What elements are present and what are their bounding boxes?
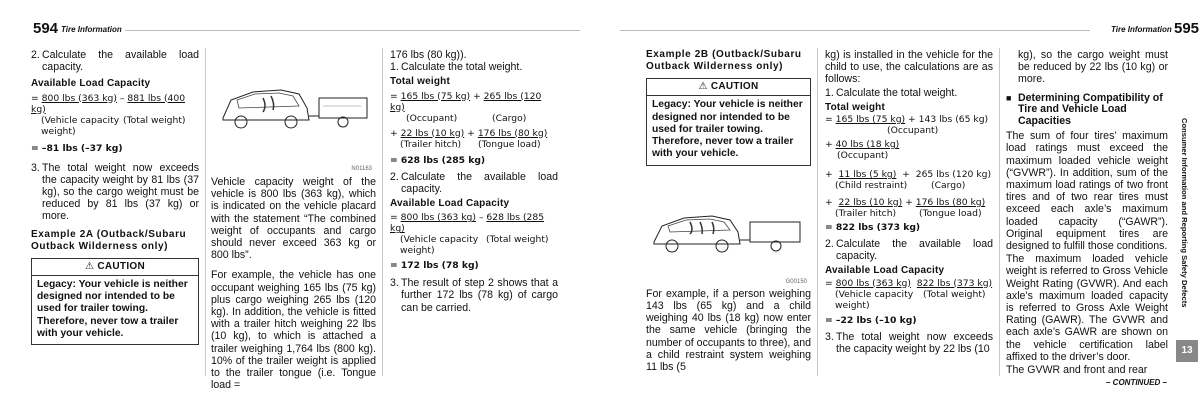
warning-triangle-icon: ⚠ [84,260,95,272]
available-load-label: Available Load Capacity [825,265,945,277]
equation-1: = 800 lbs (363 kg) – 881 lbs (400 kg) [31,92,186,115]
step-3: 3. The result of step 2 shows that a further 172 lbs (78 kg) of cargo can be carried. [390,277,558,314]
chapter-sidebar-title: Consumer Information and Reporting Safety Defects [1180,118,1189,308]
caution-text: Legacy: Your vehicle is neither designed nor intended to be used for trailer towing. Therefore, never tow a trailer with your vehicle. [37,278,188,340]
equation-1-result: = –81 lbs (–37 kg) [31,142,123,154]
avail-eq-subs: (Vehicle capacity weight) (Total weight) [400,234,549,257]
total-weight-label: Total weight [390,76,450,88]
avail-eq-result: = –22 lbs (–10 kg) [825,314,917,326]
caution-text: Legacy: Your vehicle is neither designed nor intended to be used for trailer towing. Therefore, never tow a trailer with your vehicle. [652,99,803,160]
total-weight-label: Total weight [825,101,885,113]
figure-id: N01163 [351,166,372,172]
intro-text: kg) is installed in the vehicle for the child to use, the calculations are as follows: [825,49,993,86]
left-column-2 [211,48,376,397]
total-eq-result: = 628 lbs (285 kg) [390,154,486,166]
paragraph-2: For example, the vehicle has one occupant weighing 165 lbs (75 kg) plus cargo weighing 265 lbs (120 kg). In addition, the vehicle is fitted with a trailer hitch weighing 22 lbs (10 kg), to which is attached a trailer weighing 1,764 lbs (800 kg). 10% of the trailer weight is applied to the trailer tongue (i.e. Tongue load = [211,269,376,392]
total-result: = 822 lbs (373 kg) [825,222,921,234]
warning-triangle-icon: ⚠ [698,81,708,92]
avail-eq-subs: (Vehicle capacity weight) (Total weight) [835,288,986,311]
paragraph-1: The sum of four tires’ maximum load ratings must exceed the maximum loaded vehicle weight (“GVWR”). In addition, sum of the maximum load ratings of two front tires and of two rear tires must exceed each axle’s maximum loaded capacity (“GAWR”). Original equipment tires are designed to fulfill those conditions. [1006,130,1168,252]
available-load-label: Available Load Capacity [31,78,151,90]
total-row-2: + 40 lbs (18 kg) [825,139,900,151]
total-eq-row-2-subs: (Trailer hitch) (Tongue load) [400,138,541,150]
figure-id: G00150 [785,278,807,285]
avail-eq-result: = 172 lbs (78 kg) [390,260,479,272]
step-2: 2. Calculate the available load capacity. [825,238,993,263]
step-1: 1. Calculate the total weight. [825,86,958,99]
left-section-title: Tire Information [61,25,122,34]
step-3: 3. The total weight now exceeds the capacity weight by 81 lbs (37 kg), so the cargo weight must be reduced by 81 lbs (37 kg) or more. [31,161,199,223]
total-row-3: + 11 lbs (5 kg) + 265 lbs (120 kg) [825,169,992,181]
caution-header: ⚠ CAUTION [32,259,198,276]
paragraph: For example, if a person weighing 143 lbs (65 kg) and a child weighing 40 lbs (18 kg) now enter the same vehicle (bringing the number of occupants to three), and a child restraint system weighing 11 lbs (5 [646,287,811,373]
right-column-2 [825,49,993,355]
continued-marker: – CONTINUED – [1106,378,1167,387]
chapter-tab: 13 [1176,340,1198,362]
column-divider [382,48,383,376]
column-divider [999,48,1000,376]
avail-eq: = 800 lbs (363 kg) 822 lbs (373 kg) [825,277,993,289]
right-column-3 [1006,49,1168,382]
caution-box-left [31,258,199,346]
car-with-trailer-illustration [646,166,811,288]
caution-box-right [646,78,811,166]
total-eq-row-1-subs: (Occupant) (Cargo) [406,112,527,124]
right-section-title: Tire Information [1111,25,1172,34]
avail-eq: = 800 lbs (363 kg) – 628 lbs (285 kg) [390,212,545,235]
paragraph-2: The maximum loaded vehicle weight is referred to Gross Vehicle Weight Rating (GVWR). And each axle’s maximum loaded capacity is referred to Gross Axle Weight Rating (GAWR). The GVWR and each axle’s GAWR are shown on the vehicle certification label affixed to the driver’s door. [1006,253,1168,363]
total-row-2-sub: (Occupant) [837,150,889,162]
equation-1-subs: (Vehicle capacity weight) (Total weight) [41,114,186,137]
square-bullet-icon: ■ [1006,92,1012,103]
caution-header: ⚠ CAUTION [647,79,810,96]
total-row-1: = 165 lbs (75 kg) + 143 lbs (65 kg) [825,114,989,126]
continued-text: 176 lbs (80 kg)). [390,49,467,61]
left-header-rule [125,30,580,31]
step-2: 2. Calculate the available load capacity. [31,49,199,74]
left-column-3 [390,49,558,314]
left-column-1 [31,49,199,345]
total-row-4-subs: (Trailer hitch) (Tongue load) [835,208,982,220]
right-column-1 [646,49,811,379]
continued-text: kg), so the cargo weight must be reduced by 22 lbs (10 kg) or more. [1018,49,1168,86]
total-eq-row-2: + 22 lbs (10 kg) + 176 lbs (80 kg) [390,127,548,139]
paragraph-3: The GVWR and front and rear [1006,363,1148,376]
column-divider [205,48,206,376]
column-divider [817,48,818,376]
step-3: 3. The total weight now exceeds the capacity weight by 22 lbs (10 [825,330,993,355]
total-row-4: + 22 lbs (10 kg) + 176 lbs (80 kg) [825,197,986,209]
compatibility-heading: ■ Determining Compatibility of Tire and Vehicle Load Capacities [1006,91,1163,127]
total-eq-row-1: = 165 lbs (75 kg) + 265 lbs (120 kg) [390,90,542,113]
example-2a-heading: Example 2A (Outback/Subaru Outback Wilderness only) [31,228,187,252]
right-header-rule [620,30,1090,31]
vehicle-trailer-figure [211,48,376,176]
total-row-1-sub: (Occupant) [887,125,939,137]
step-2: 2. Calculate the available load capacity. [390,170,558,195]
right-page-number: 595 [1174,20,1200,37]
vehicle-trailer-figure [646,166,811,288]
total-row-3-subs: (Child restraint) (Cargo) [835,180,966,192]
available-load-label: Available Load Capacity [390,198,510,210]
left-page-number: 594 [33,20,59,37]
car-with-trailer-illustration [211,48,376,176]
paragraph-1: Vehicle capacity weight of the vehicle is 800 lbs (363 kg), which is indicated on the vehicle placard with the statement “The combined weight of occupants and cargo should never exceed 363 kg or 800 lbs”. [211,176,376,262]
example-2b-heading: Example 2B (Outback/Subaru Outback Wilderness only) [646,49,802,72]
step-1: 1. Calculate the total weight. [390,61,523,74]
